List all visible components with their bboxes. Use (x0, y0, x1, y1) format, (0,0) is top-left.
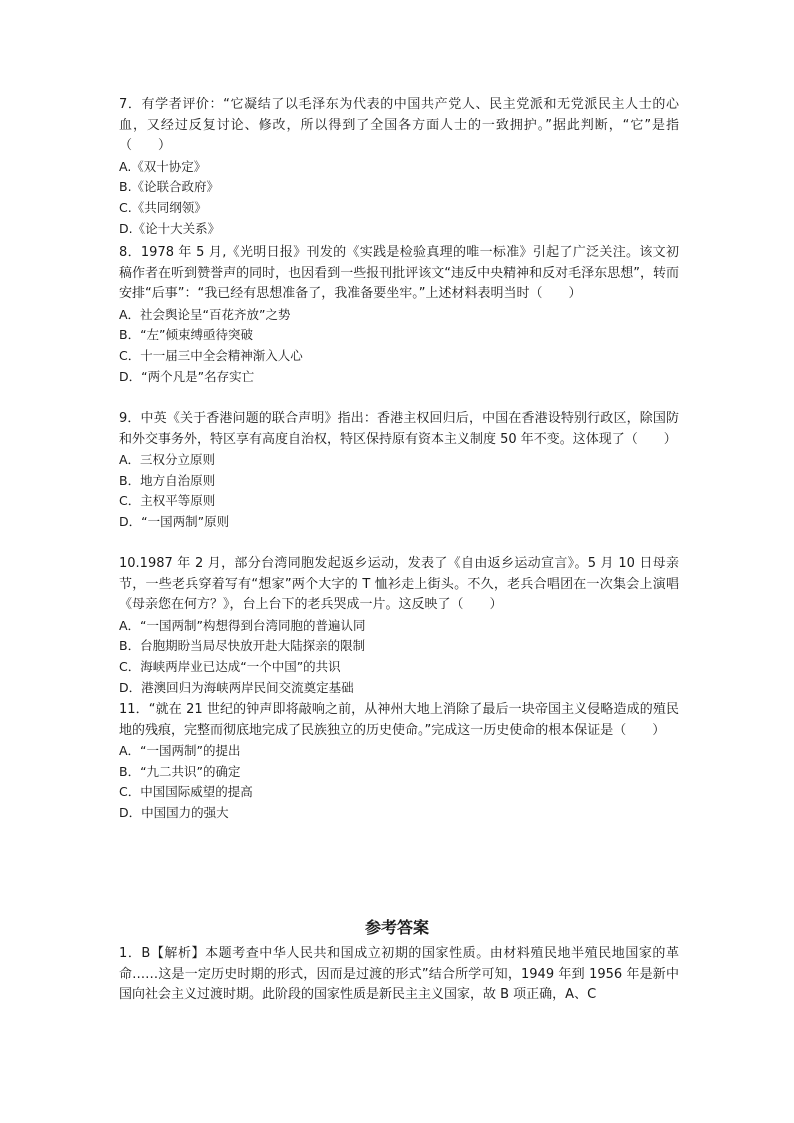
option-d: D．中国国力的强大 (119, 804, 229, 820)
option-a: A．三权分立原则 (119, 452, 216, 468)
option-d: D.《论十大关系》 (119, 220, 221, 236)
question-stem: 11．“就在 21 世纪的钟声即将敲响之前，从神州大地上消除了最后一块帝国主义侵略造成的殖民地的残痕，完整而彻底地完成了民族独立的历史使命。”完成这一历史使命的根本保证是（ ） (119, 702, 679, 738)
question-stem: 9．中英《关于香港问题的联合声明》指出：香港主权回归后，中国在香港设特别行政区，除国防和外交事务外，特区享有高度自治权，特区保持原有资本主义制度 50 年不变。这体现了（ ） (119, 411, 679, 447)
option-d: D．港澳回归为海峡两岸民间交流奠定基础 (119, 679, 354, 695)
answer-explanation (119, 944, 679, 1006)
option-c: C．海峡两岸业已达成“一个中国”的共识 (119, 658, 341, 674)
answer-1-text: 1．B【解析】本题考查中华人民共和国成立初期的国家性质。由材料殖民地半殖民地国家的革命……这是一定历史时期的形式，因而是过渡的形式”结合所学可知，1949 年到 1956 年是新中国向社会主义过渡时期。此阶段的国家性质是新民主主义国家，故 B 项正确，A、C (119, 946, 679, 1003)
question-11 (119, 700, 679, 824)
option-b: B．台胞期盼当局尽快放开赴大陆探亲的限制 (119, 638, 366, 654)
option-c: C.《共同纲领》 (119, 199, 207, 215)
question-8 (119, 243, 679, 387)
question-stem: 7．有学者评价：“它凝结了以毛泽东为代表的中国共产党人、民主党派和无党派民主人士的心血，又经过反复讨论、修改，所以得到了全国各方面人士的一致拥护。”据此判断，“它”是指（ ） (119, 97, 679, 154)
option-a: A．社会舆论呈“百花齐放”之势 (119, 306, 291, 322)
question-stem: 8．1978 年 5 月,《光明日报》刊发的《实践是检验真理的唯一标准》引起了广泛关注。该文初稿作者在听到赞誉声的同时，也因看到一些报刊批评该文“违反中央精神和反对毛泽东思想”，转而安排“后事”：“我已经有思想准备了，我准备要坐牢。”上述材料表明当时（ ） (119, 245, 679, 302)
option-c: C．主权平等原则 (119, 493, 216, 509)
question-stem: 10.1987 年 2 月，部分台湾同胞发起返乡运动，发表了《自由返乡运动宣言》。5 月 10 日母亲节，一些老兵穿着写有“想家”两个大字的 T 恤衫走上街头。不久，老兵合唱团在一次集会上演唱《母亲您在何方？》，台上台下的老兵哭成一片。这反映了（ ） (119, 556, 679, 613)
option-b: B．“九二共识”的确定 (119, 763, 241, 779)
option-b: B.《论联合政府》 (119, 179, 220, 195)
option-b: B．地方自治原则 (119, 472, 216, 488)
question-10 (119, 554, 679, 698)
option-c: C．中国国际威望的提高 (119, 784, 253, 800)
option-a: A.《双十协定》 (119, 158, 207, 174)
option-d: D．“两个凡是”名存实亡 (119, 368, 255, 384)
option-b: B．“左”倾束缚亟待突破 (119, 327, 254, 343)
question-7 (119, 95, 679, 239)
option-d: D．“一国两制”原则 (119, 513, 230, 529)
option-a: A．“一国两制”的提出 (119, 743, 241, 759)
option-c: C．十一届三中全会精神渐入人心 (119, 347, 303, 363)
option-a: A．“一国两制”构想得到台湾同胞的普遍认同 (119, 617, 366, 633)
question-9 (119, 409, 679, 533)
answers-title: 参考答案 (364, 918, 429, 937)
